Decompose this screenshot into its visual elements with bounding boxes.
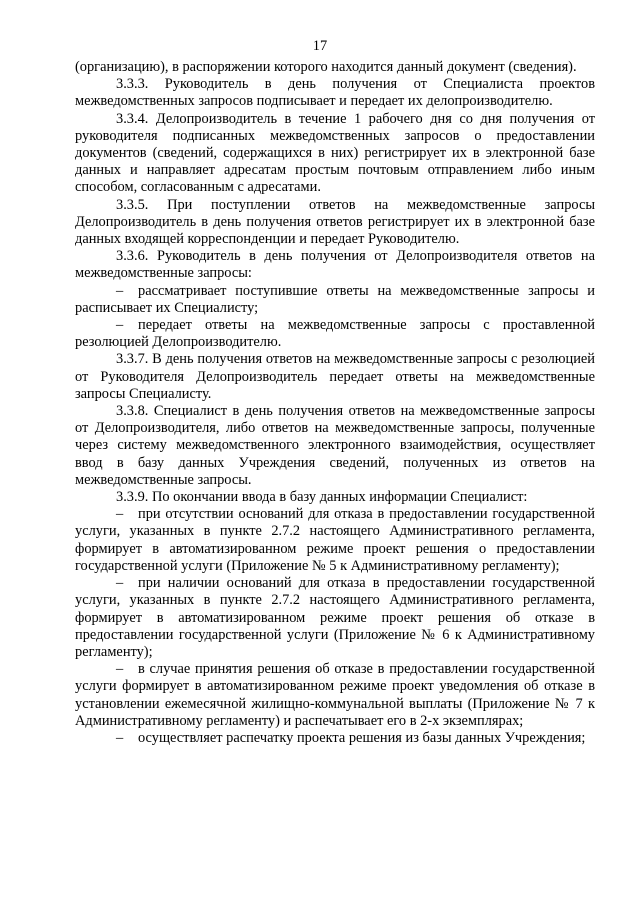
paragraph-text: при наличии оснований для отказа в предоставлении государственной услуги, указанных в пункте 2.7.2 настоящего Административного регламента, формирует в автоматизированном режиме проект решения об отказе в предоставлении государственной услуги (Приложение № 6 к Административному регламенту); <box>75 575 595 660</box>
page-number: 17 <box>312 38 328 54</box>
list-dash: – <box>116 575 124 592</box>
list-dash: – <box>116 506 124 523</box>
paragraph-text: в случае принятия решения об отказе в предоставлении государственной услуги формирует в автоматизированном режиме проект уведомления об отказе в установлении ежемесячной жилищно-коммунальной выплаты (Приложение № 7 к Административному регламенту) и распечатывает его в 2-х экземплярах; <box>75 661 595 729</box>
list-item <box>75 661 595 730</box>
paragraph <box>75 76 595 110</box>
paragraph-text: 3.3.5. При поступлении ответов на межведомственные запросы Делопроизводитель в день получения ответов регистрирует их в электронной базе данных входящей корреспонденции и передает Руководителю. <box>75 196 595 248</box>
paragraph <box>75 403 595 489</box>
paragraph-text: (организацию), в распоряжении которого находится данный документ (сведения). <box>75 59 577 75</box>
list-item <box>75 506 595 575</box>
paragraph-text: 3.3.7. В день получения ответов на межведомственные запросы с резолюцией от Руководителя Делопроизводитель передает ответы на межведомственные запросы Специалисту. <box>75 351 595 402</box>
list-dash: – <box>116 729 124 746</box>
paragraph-text: 3.3.8. Специалист в день получения ответов на межведомственные запросы от Делопроизводителя, либо ответов на межведомственные запросы, полученные через систему межведомственного электронного взаимодействия, осуществляет ввод в базу данных Учреждения сведений, полученных из ответов на межведомственные запросы. <box>75 403 595 488</box>
paragraph-text: передает ответы на межведомственные запросы с проставленной резолюцией Делопроизводителю. <box>75 317 595 351</box>
paragraph-text: 3.3.6. Руководитель в день получения от Делопроизводителя ответов на межведомственные запросы: <box>75 248 595 282</box>
list-item <box>75 317 595 351</box>
list-item <box>75 283 595 317</box>
paragraph-text: рассматривает поступившие ответы на межведомственные запросы и расписывает их Специалисту; <box>75 282 595 316</box>
paragraph <box>75 351 595 403</box>
paragraph-text: 3.3.4. Делопроизводитель в течение 1 рабочего дня со дня получения от руководителя подписанных межведомственных запросов о предоставлении документов (сведений, содержащихся в них) регистрирует их в электронной базе данных и направляет адресатам простым почтовым отправлением либо иным способом, согласованным с адресатами. <box>75 110 595 196</box>
paragraph-text: 3.3.9. По окончании ввода в базу данных информации Специалист: <box>116 489 528 506</box>
paragraph-text: осуществляет распечатку проекта решения из базы данных Учреждения; <box>138 729 586 746</box>
list-dash: – <box>116 661 124 678</box>
paragraph <box>75 111 595 197</box>
list-item <box>75 730 595 747</box>
paragraph-text: 3.3.3. Руководитель в день получения от Специалиста проектов межведомственных запросов подписывает и передает их делопроизводителю. <box>75 76 595 110</box>
document-body <box>75 59 595 747</box>
list-dash: – <box>116 317 124 334</box>
paragraph-text: при отсутствии оснований для отказа в предоставлении государственной услуги, указанных в пункте 2.7.2 настоящего Административного регламента, формирует в автоматизированном режиме проект решения о предоставлении государственной услуги (Приложение № 5 к Административному регламенту); <box>75 506 595 574</box>
paragraph <box>75 197 595 249</box>
list-dash: – <box>116 282 124 299</box>
list-item <box>75 575 595 661</box>
paragraph <box>75 489 595 506</box>
paragraph <box>75 248 595 282</box>
paragraph <box>75 59 595 76</box>
